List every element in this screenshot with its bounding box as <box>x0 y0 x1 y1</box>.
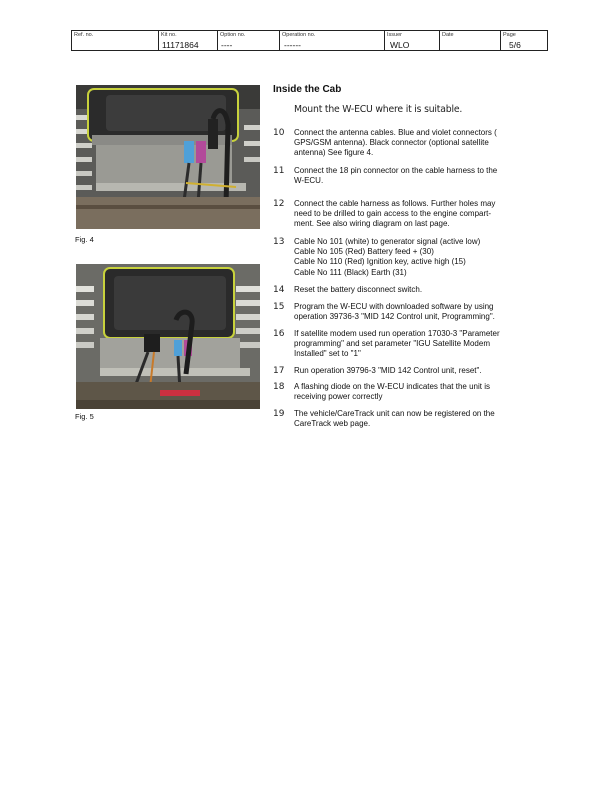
step-text: Connect the antenna cables. Blue and violet connectors ( GPS/GSM antenna). Black connector (optional satellite antenna) See figure 4. <box>294 128 497 158</box>
step-text: A flashing diode on the W-ECU indicates that the unit is receiving power correctly <box>294 382 490 402</box>
date-cell <box>440 31 501 50</box>
step-text: Connect the cable harness as follows. Further holes may need to be drilled to gain access to the engine compart- ment. See also wiring diagram on last page. <box>294 199 496 229</box>
kit-no-label: Kit no. <box>161 32 177 38</box>
step-text: Connect the 18 pin connector on the cable harness to the W-ECU. <box>294 166 498 186</box>
step-number: 13 <box>273 237 285 247</box>
option-no-value: ---- <box>221 40 233 50</box>
option-no-cell <box>218 31 280 50</box>
step-text: Program the W-ECU with downloaded software by using operation 39736-3 "MID 142 Control unit, Programming". <box>294 302 495 322</box>
step-number: 19 <box>273 409 285 419</box>
document-header-table <box>71 30 548 51</box>
step-number: 15 <box>273 302 285 312</box>
step-number: 16 <box>273 329 285 339</box>
step-text: If satellite modem used run operation 17030-3 "Parameter programming" and set parameter "IGU Satellite Modem Installed" set to "1" <box>294 329 500 359</box>
step-number: 11 <box>273 166 285 176</box>
figure-5-photo <box>76 264 260 409</box>
date-label: Date <box>442 32 454 38</box>
step-text: The vehicle/CareTrack unit can now be registered on the CareTrack web page. <box>294 409 495 429</box>
w-ecu-mounted-image <box>76 264 260 409</box>
operation-no-cell <box>280 31 385 50</box>
ref-no-cell <box>72 31 159 50</box>
page-label: Page <box>503 32 516 38</box>
figure-4-photo <box>76 85 260 229</box>
step-number: 10 <box>273 128 285 138</box>
section-title: Inside the Cab <box>273 84 342 95</box>
kit-no-value: 11171864 <box>162 40 199 50</box>
step-text: Run operation 39796-3 "MID 142 Control unit, reset". <box>294 366 482 375</box>
w-ecu-antenna-connectors-image <box>76 85 260 229</box>
operation-no-value: ------ <box>284 40 301 50</box>
ref-no-label: Ref. no. <box>74 32 94 38</box>
figure-4-caption: Fig. 4 <box>75 235 94 244</box>
page-value: 5/6 <box>509 40 521 50</box>
issuer-label: Issuer <box>387 32 402 38</box>
step-number: 14 <box>273 285 285 295</box>
kit-no-cell <box>159 31 218 50</box>
option-no-label: Option no. <box>220 32 246 38</box>
operation-no-label: Operation no. <box>282 32 316 38</box>
step-number: 12 <box>273 199 285 209</box>
issuer-value: WLO <box>390 40 410 50</box>
step-text: Cable No 101 (white) to generator signal (active low) Cable No 105 (Red) Battery feed + (30) Cable No 110 (Red) Ignition key, active high (15) Cable No 111 (Black) Earth (31) <box>294 237 481 277</box>
figure-5-caption: Fig. 5 <box>75 412 94 421</box>
page-cell <box>501 31 547 50</box>
step-number: 17 <box>273 366 285 376</box>
section-subtitle: Mount the W-ECU where it is suitable. <box>294 104 463 115</box>
issuer-cell <box>385 31 440 50</box>
step-number: 18 <box>273 382 285 392</box>
step-text: Reset the battery disconnect switch. <box>294 285 423 294</box>
